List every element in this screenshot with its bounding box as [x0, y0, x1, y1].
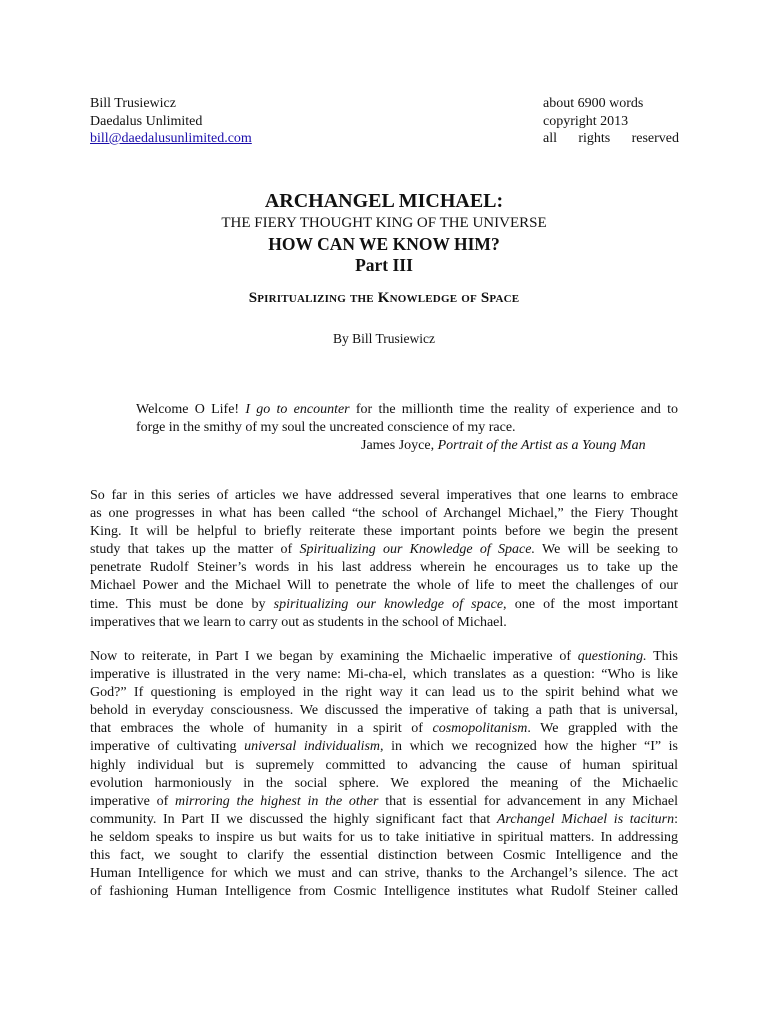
- text-line: Michael Power and the Michael Will to penetrate the whole of life to meet the challenges of our: [90, 578, 678, 594]
- attribution-title: Portrait of the Artist as a Young Man: [437, 438, 646, 453]
- rights-word-reserved: reserved: [631, 131, 679, 146]
- rights-word-rights: rights: [578, 131, 611, 146]
- italic-span: universal individualism: [244, 739, 381, 755]
- text-span: This: [646, 649, 678, 664]
- epigraph-quote: [136, 401, 678, 455]
- italic-span: questioning.: [577, 649, 647, 664]
- author-block: [90, 95, 252, 148]
- text-span: We will be seeking to: [535, 542, 679, 558]
- text-line: highly individual but is supremely committed to advancing the cause of human spiritual: [90, 757, 678, 773]
- text-line: [90, 811, 678, 829]
- copyright-block: [543, 95, 679, 148]
- title-block: [0, 190, 768, 275]
- part-label: Part III: [355, 255, 413, 275]
- rights-word-all: all: [543, 131, 557, 146]
- text-span: :: [674, 811, 678, 827]
- copyright-notice: copyright 2013: [543, 113, 629, 129]
- main-title: ARCHANGEL MICHAEL:: [264, 190, 504, 212]
- text-line: God?” If questioning is employed in the right way it can lead us to the spirit behind what we: [90, 685, 678, 701]
- email-link[interactable]: bill@daedalusunlimited.com: [90, 131, 252, 146]
- text-span: study that takes up the matter of: [90, 542, 300, 558]
- subtitle: THE FIERY THOUGHT KING OF THE UNIVERSE: [221, 215, 547, 231]
- rights-notice: [543, 130, 679, 148]
- text-span: community. In Part II we discussed the highly significant fact that: [90, 811, 497, 827]
- text-span: that is essential for advancement in any Michael: [378, 793, 679, 809]
- word-count: about 6900 words: [543, 96, 644, 111]
- text-span: imperative of: [90, 793, 175, 809]
- text-span: imperative of cultivating: [90, 739, 245, 755]
- text-line: [90, 738, 678, 756]
- text-line: he seldom speaks to inspire us but waits for us to take initiative in spiritual matters. In addressing: [90, 829, 678, 845]
- quote-attribution: [136, 437, 678, 455]
- quote-text: Welcome O Life!: [136, 402, 246, 417]
- text-line: [90, 793, 678, 811]
- text-span: , in which we recognized how the higher “I” is: [380, 739, 678, 755]
- text-line: behold in everyday consciousness. We discussed the imperative of taking a path that is universal,: [90, 703, 678, 719]
- text-line: [90, 596, 678, 614]
- text-span: , one of the most important: [503, 596, 678, 612]
- author-name: Bill Trusiewicz: [90, 96, 176, 111]
- paragraph-1: [90, 487, 678, 632]
- text-span: Now to reiterate, in Part I we began by examining the Michaelic imperative of: [90, 649, 578, 664]
- text-span: time. This must be done by: [90, 596, 274, 612]
- quote-line-2: forge in the smithy of my soul the uncreated conscience of my race.: [136, 420, 516, 435]
- text-line: imperative is illustrated in the very name: Mi-cha-el, which translates as a question: “Who is like: [90, 667, 678, 683]
- text-line: of fashioning Human Intelligence from Cosmic Intelligence institutes what Rudolf Steiner called: [90, 884, 678, 900]
- italic-span: Spiritualizing our Knowledge of Space.: [299, 542, 535, 558]
- text-line: So far in this series of articles we have addressed several imperatives that one learns to embrace: [90, 488, 678, 503]
- text-line: King. It will be helpful to briefly reiterate these important points before we begin the present: [90, 524, 678, 540]
- attribution-author: James Joyce,: [361, 438, 438, 453]
- text-line: as one progresses in what has been called “the school of Archangel Michael,” the Fiery Thought: [90, 506, 678, 522]
- byline: By Bill Trusiewicz: [332, 331, 435, 346]
- text-span: . We grappled with the: [527, 721, 678, 737]
- italic-span: Archangel Michael is taciturn: [496, 811, 675, 827]
- section-title: Spiritualizing the Knowledge of Space: [248, 290, 520, 306]
- quote-italic: I go to encounter: [245, 402, 350, 417]
- italic-span: cosmopolitanism: [432, 721, 528, 737]
- text-span: that embraces the whole of humanity in a spirit of: [90, 721, 433, 737]
- text-line: this fact, we sought to clarify the essential distinction between Cosmic Intelligence and the: [90, 848, 678, 864]
- paragraph-2: [90, 648, 678, 901]
- organization-name: Daedalus Unlimited: [90, 113, 203, 129]
- quote-text: for the millionth time the reality of experience and to: [349, 402, 679, 417]
- italic-span: mirroring the highest in the other: [175, 793, 379, 809]
- text-line: [90, 541, 678, 559]
- italic-span: spiritualizing our knowledge of space: [273, 596, 504, 612]
- text-line: [90, 720, 678, 738]
- text-line: evolution harmoniously in the social sphere. We explored the meaning of the Michaelic: [90, 775, 678, 791]
- title-question: HOW CAN WE KNOW HIM?: [268, 234, 500, 254]
- text-line: [90, 648, 678, 666]
- text-line: imperatives that we learn to carry out as students in the school of Michael.: [90, 614, 507, 630]
- text-line: Human Intelligence for which we must and can strive, thanks to the Archangel’s silence. The act: [90, 866, 678, 882]
- quote-line-1: [136, 401, 678, 419]
- text-line: penetrate Rudolf Steiner’s words in his last address wherein he encourages us to take up the: [90, 560, 678, 576]
